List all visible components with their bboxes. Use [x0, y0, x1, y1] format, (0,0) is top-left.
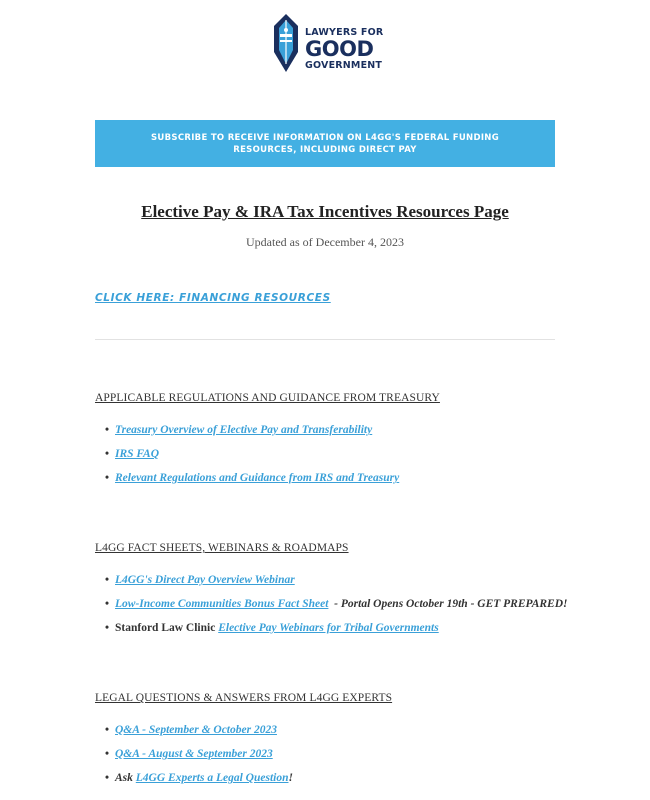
- subscribe-banner-text: SUBSCRIBE TO RECEIVE INFORMATION ON L4GG'S FEDERAL FUNDING RESOURCES, INCLUDING DIRECT PAY: [151, 132, 499, 155]
- bullet-icon: •: [105, 574, 110, 586]
- logo[interactable]: [271, 12, 384, 76]
- irs-faq-link[interactable]: IRS FAQ: [115, 448, 160, 460]
- bullet-icon: •: [105, 772, 110, 784]
- ask-prefix: Ask: [115, 772, 136, 784]
- list-item: [105, 422, 399, 446]
- list-item: [105, 596, 567, 620]
- list-item: [105, 770, 293, 794]
- page-title: Elective Pay & IRA Tax Incentives Resources Page: [141, 202, 509, 221]
- ask-suffix: !: [288, 772, 293, 784]
- bullet-icon: •: [105, 724, 110, 736]
- bullet-icon: •: [105, 748, 110, 760]
- logo-line-1: LAWYERS FOR: [305, 27, 384, 38]
- list-item: [105, 722, 293, 746]
- list-item: [105, 470, 399, 494]
- legal-qa-list: [105, 722, 293, 794]
- section-heading-regulations: APPLICABLE REGULATIONS AND GUIDANCE FROM TREASURY: [95, 392, 440, 404]
- fountain-pen-shield-icon: [271, 12, 301, 74]
- fact-sheets-list: [105, 572, 567, 644]
- ask-legal-question-link[interactable]: L4GG Experts a Legal Question: [135, 772, 289, 784]
- regulations-list: [105, 422, 399, 494]
- divider: [95, 339, 555, 340]
- updated-date: Updated as of December 4, 2023: [246, 235, 404, 249]
- logo-wordmark: [305, 28, 383, 70]
- stanford-prefix: Stanford Law Clinic: [115, 622, 219, 634]
- section-heading-legal-qa: LEGAL QUESTIONS & ANSWERS FROM L4GG EXPERTS: [95, 692, 393, 704]
- list-item: [105, 620, 567, 644]
- low-income-fact-sheet-link[interactable]: Low-Income Communities Bonus Fact Sheet: [115, 598, 329, 610]
- bullet-icon: •: [105, 448, 110, 460]
- portal-note: - Portal Opens October 19th - GET PREPARED!: [328, 598, 568, 610]
- financing-resources-link[interactable]: CLICK HERE: FINANCING RESOURCES: [95, 292, 331, 304]
- qa-sept-oct-link[interactable]: Q&A - September & October 2023: [115, 724, 277, 736]
- direct-pay-webinar-link[interactable]: L4GG's Direct Pay Overview Webinar: [115, 574, 295, 586]
- list-item: [105, 746, 293, 770]
- bullet-icon: •: [105, 472, 110, 484]
- subscribe-banner-button[interactable]: [95, 120, 555, 167]
- qa-aug-sept-link[interactable]: Q&A - August & September 2023: [115, 748, 273, 760]
- logo-line-2: GOOD: [305, 36, 374, 61]
- list-item: [105, 572, 567, 596]
- logo-line-3: GOVERNMENT: [305, 59, 383, 71]
- bullet-icon: •: [105, 424, 110, 436]
- relevant-regulations-link[interactable]: Relevant Regulations and Guidance from IRS and Treasury: [115, 472, 400, 484]
- bullet-icon: •: [105, 622, 110, 634]
- treasury-overview-link[interactable]: Treasury Overview of Elective Pay and Transferability: [115, 424, 373, 436]
- bullet-icon: •: [105, 598, 110, 610]
- list-item: [105, 446, 399, 470]
- section-heading-fact-sheets: L4GG FACT SHEETS, WEBINARS & ROADMAPS: [95, 542, 349, 554]
- tribal-webinars-link[interactable]: Elective Pay Webinars for Tribal Governments: [218, 622, 439, 634]
